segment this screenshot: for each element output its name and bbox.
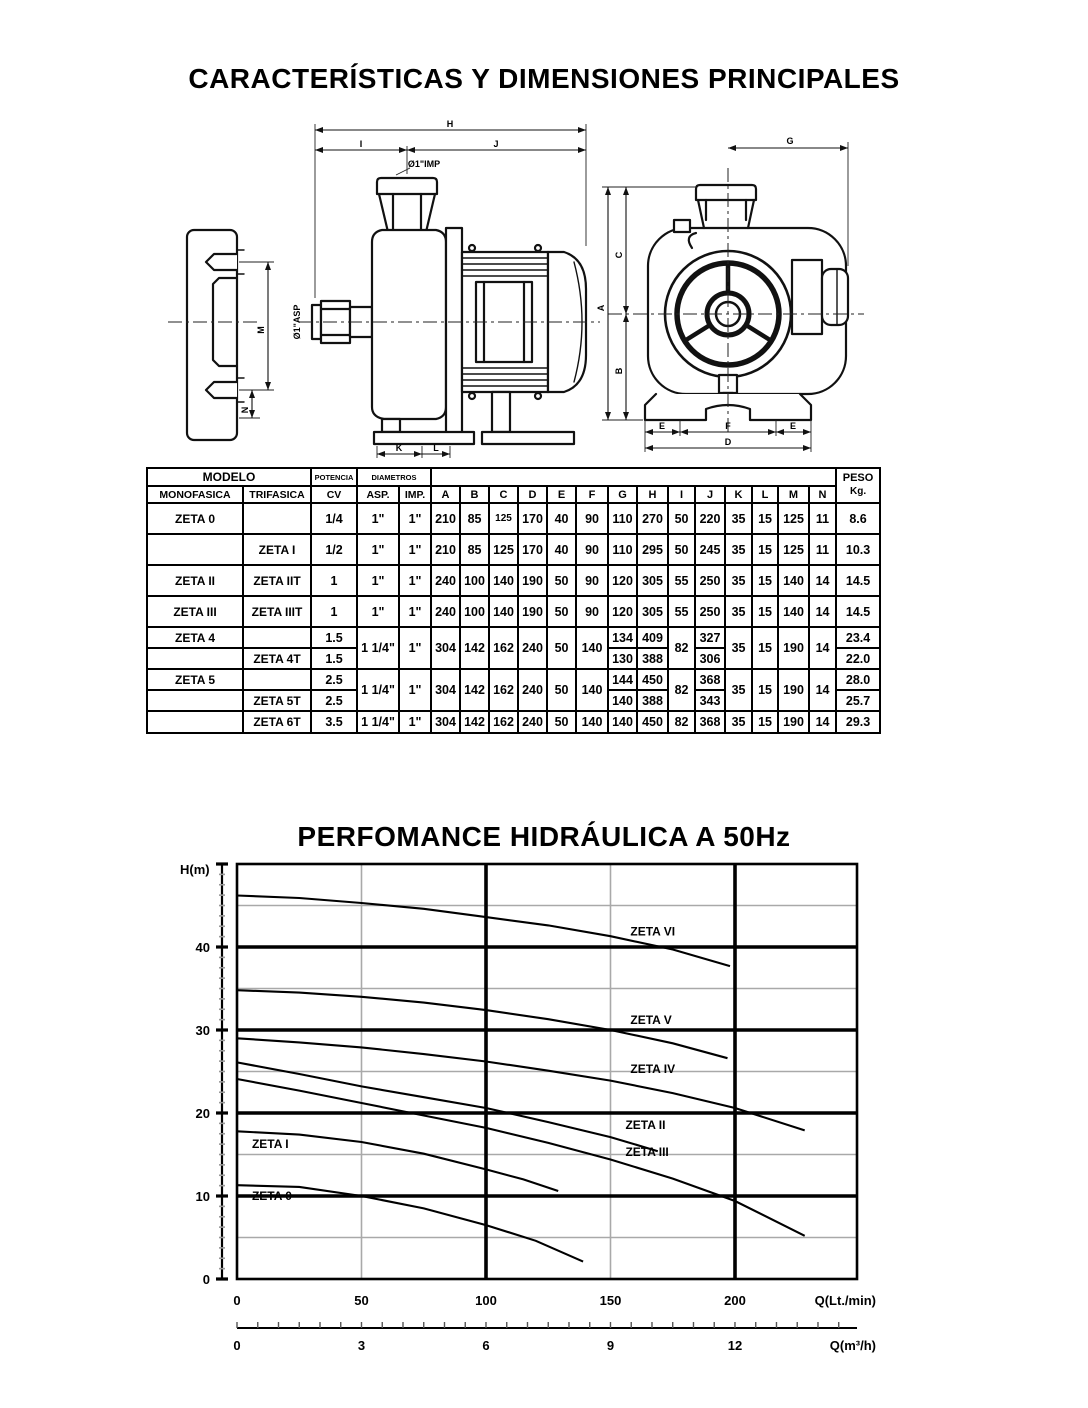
table-cell: 35 [725,669,752,711]
table-cell: 140 [778,596,809,627]
dim-label: G [786,136,794,146]
table-cell [147,690,243,711]
table-cell: 50 [547,596,576,627]
curve-label: ZETA I [251,1136,289,1151]
table-cell: M [778,486,809,503]
table-cell: 2.5 [311,669,357,690]
table-cell: 140 [576,669,608,711]
table-cell: 245 [695,534,725,565]
chart-title: PERFOMANCE HIDRÁULICA A 50Hz [297,821,791,853]
pump-front-view [645,185,848,420]
table-cell: 140 [608,690,637,711]
table-cell: 3.5 [311,711,357,733]
dim-label: F [725,421,731,431]
table-cell: 1.5 [311,648,357,669]
table-cell: 210 [431,503,460,534]
dim-label: I [359,139,363,149]
dim-label: C [614,251,624,259]
dim-label: N [240,406,250,414]
table-cell: 144 [608,669,637,690]
y-tick-label: 20 [195,1106,210,1121]
dim-label: Ø1"IMP [407,159,441,169]
dim-label: M [256,326,266,334]
table-cell: 25.7 [836,690,880,711]
table-cell: G [608,486,637,503]
dim-label: L [433,443,439,453]
table-cell [243,503,311,534]
table-cell: 343 [695,690,725,711]
table-cell: 140 [576,711,608,733]
table-cell: E [547,486,576,503]
table-cell: 250 [695,565,725,596]
table-cell: ASP. [357,486,399,503]
table-cell [431,468,836,486]
table-cell: 10.3 [836,534,880,565]
x2-axis-label: Q(m³/h) [829,1338,876,1353]
table-cell: 140 [608,711,637,733]
table-cell: 22.0 [836,648,880,669]
table-cell: 14 [809,711,836,733]
table-cell: 125 [778,534,809,565]
table-cell: 240 [518,711,547,733]
table-cell: F [576,486,608,503]
table-cell: 90 [576,534,608,565]
table-cell: 388 [637,690,668,711]
table-cell: 1" [357,596,399,627]
table-cell: 140 [489,596,518,627]
table-cell: 1 1/4" [357,711,399,733]
table-header [147,468,880,503]
table-cell: 190 [778,711,809,733]
table-cell: 82 [668,711,695,733]
dim-label: D [724,437,732,447]
table-cell: 388 [637,648,668,669]
table-cell: 100 [460,565,489,596]
table-cell: 15 [752,627,778,669]
table-cell: 368 [695,669,725,690]
table-cell: 409 [637,627,668,648]
table-cell: 35 [725,534,752,565]
table-cell: 1" [399,503,431,534]
table-cell: 305 [637,596,668,627]
dim-label: K [395,443,403,453]
pump-technical-drawing [140,102,950,462]
table-cell [243,669,311,690]
table-cell: 100 [460,596,489,627]
dim-label: B [614,367,624,375]
table-cell: ZETA 0 [147,503,243,534]
curve-label: ZETA VI [630,924,676,939]
curve-zeta-iii [237,1079,805,1236]
table-cell: ZETA II [147,565,243,596]
table-cell: 14.5 [836,565,880,596]
dim-label: E [789,421,797,431]
table-cell: 1 1/4" [357,627,399,669]
table-cell: 368 [695,711,725,733]
page-title: CARACTERÍSTICAS Y DIMENSIONES PRINCIPALES [188,62,900,94]
table-cell: 1 [311,565,357,596]
table-cell: 90 [576,596,608,627]
curve-zeta-ii [237,1062,658,1151]
x-tick-label: 150 [599,1293,622,1308]
table-cell: POTENCIA [311,468,357,486]
table-cell: 11 [809,534,836,565]
table-cell: 50 [547,627,576,669]
table-cell: 1" [399,711,431,733]
table-cell: A [431,486,460,503]
table-cell: 35 [725,596,752,627]
table-cell: B [460,486,489,503]
table-cell: 1.5 [311,627,357,648]
table-cell: 1" [399,534,431,565]
table-cell: 35 [725,711,752,733]
table-cell: IMP. [399,486,431,503]
table-cell: 450 [637,669,668,690]
table-cell: CV [311,486,357,503]
table-cell: 190 [518,596,547,627]
table-cell: 1/4 [311,503,357,534]
y-tick-label: 10 [195,1189,210,1204]
table-cell: 15 [752,534,778,565]
x-tick-label: 0 [233,1293,241,1308]
table-cell: 162 [489,627,518,669]
table-cell: 1" [399,596,431,627]
table-cell: MODELO [147,468,311,486]
table-cell: TRIFASICA [243,486,311,503]
table-cell: 120 [608,565,637,596]
table-cell: 220 [695,503,725,534]
table-cell: 55 [668,596,695,627]
table-cell: 1 [311,596,357,627]
curve-label: ZETA V [630,1013,672,1028]
table-cell: 120 [608,596,637,627]
x-axis-label: Q(Lt./min) [814,1293,876,1308]
table-cell: 1" [399,627,431,669]
curve-label: ZETA IV [630,1062,676,1077]
table-cell [243,627,311,648]
table-cell: 15 [752,669,778,711]
table-cell: PESO Kg. [836,468,880,503]
table-cell: 1" [357,534,399,565]
table-cell: J [695,486,725,503]
flange-dimensions [239,262,274,418]
table-cell: ZETA IIT [243,565,311,596]
table-cell: 190 [778,669,809,711]
y-tick-label: 30 [195,1023,210,1038]
table-cell: 142 [460,711,489,733]
table-cell: D [518,486,547,503]
table-cell: N [809,486,836,503]
table-cell: 162 [489,711,518,733]
x2-tick-label: 0 [233,1338,241,1353]
table-cell: 15 [752,711,778,733]
table-cell: 327 [695,627,725,648]
table-cell: 1" [399,669,431,711]
table-cell: 305 [637,565,668,596]
dim-label: E [658,421,666,431]
table-cell: 40 [547,503,576,534]
table-cell: 110 [608,503,637,534]
table-cell: 170 [518,534,547,565]
table-cell: 14 [809,596,836,627]
table-cell: 14.5 [836,596,880,627]
table-cell: 134 [608,627,637,648]
table-cell: 125 [778,503,809,534]
table-cell: 23.4 [836,627,880,648]
table-cell: 170 [518,503,547,534]
dim-label: Ø1"ASP [292,304,302,340]
table-cell: 125 [489,503,518,534]
table-cell: 40 [547,534,576,565]
dim-label: A [596,304,606,312]
table-cell: MONOFASICA [147,486,243,503]
table-cell: 82 [668,627,695,669]
table-cell [147,648,243,669]
table-cell: 50 [547,711,576,733]
table-cell [147,711,243,733]
table-cell: 28.0 [836,669,880,690]
table-cell: 304 [431,669,460,711]
table-cell: 250 [695,596,725,627]
table-cell: ZETA 5T [243,690,311,711]
table-cell: 14 [809,565,836,596]
table-cell: 142 [460,627,489,669]
table-cell: ZETA I [243,534,311,565]
x-tick-label: 100 [475,1293,497,1308]
table-cell: 295 [637,534,668,565]
table-cell: 240 [518,669,547,711]
dimensions-table [146,467,881,734]
table-cell: 1" [399,565,431,596]
table-cell: K [725,486,752,503]
table-cell: ZETA 5 [147,669,243,690]
table-cell: 29.3 [836,711,880,733]
dim-label: H [446,119,454,129]
table-cell: 240 [518,627,547,669]
table-cell: ZETA 6T [243,711,311,733]
x2-tick-label: 9 [606,1338,615,1353]
table-cell: ZETA 4T [243,648,311,669]
pump-side-view [312,178,586,444]
table-cell: 1" [357,565,399,596]
x-tick-label: 200 [724,1293,746,1308]
table-cell: 125 [489,534,518,565]
table-cell: L [752,486,778,503]
table-cell: 82 [668,669,695,711]
table-cell: 8.6 [836,503,880,534]
table-cell: 14 [809,627,836,669]
x2-tick-label: 3 [357,1338,366,1353]
x2-tick-label: 6 [482,1338,490,1353]
curve-label: ZETA III [625,1145,669,1160]
table-cell: 304 [431,627,460,669]
table-cell: 90 [576,503,608,534]
table-cell: 210 [431,534,460,565]
table-cell: 35 [725,565,752,596]
table-cell: I [668,486,695,503]
table-cell: H [637,486,668,503]
table-cell: 142 [460,669,489,711]
table-cell: 15 [752,596,778,627]
table-cell: 140 [489,565,518,596]
table-cell [147,534,243,565]
x-tick-label: 50 [354,1293,369,1308]
table-cell: 140 [778,565,809,596]
table-cell: 190 [778,627,809,669]
table-cell: 1" [357,503,399,534]
table-cell: 85 [460,503,489,534]
x2-tick-label: 12 [727,1338,743,1353]
performance-chart [170,850,910,1370]
dim-label: J [493,139,499,149]
table-cell: 50 [547,565,576,596]
table-cell: 240 [431,596,460,627]
table-cell: 190 [518,565,547,596]
y-axis-label: H(m) [180,862,210,877]
table-cell: 2.5 [311,690,357,711]
table-cell: 50 [547,669,576,711]
curve-label: ZETA 0 [251,1189,292,1204]
table-cell: C [489,486,518,503]
table-cell: 14 [809,669,836,711]
table-cell: ZETA 4 [147,627,243,648]
table-cell: 85 [460,534,489,565]
curve-label: ZETA II [625,1117,666,1132]
flange-side-view [187,230,244,440]
table-cell: 1/2 [311,534,357,565]
y-tick-label: 40 [195,940,210,955]
table-cell: ZETA IIIT [243,596,311,627]
table-body [147,503,880,733]
table-cell: 110 [608,534,637,565]
table-cell: 270 [637,503,668,534]
table-cell: 306 [695,648,725,669]
table-cell: 15 [752,503,778,534]
table-cell: 90 [576,565,608,596]
table-cell: 130 [608,648,637,669]
table-cell: 304 [431,711,460,733]
table-cell: 50 [668,534,695,565]
table-cell: ZETA III [147,596,243,627]
table-cell: 35 [725,627,752,669]
table-cell: DIAMETROS [357,468,431,486]
table-cell: 50 [668,503,695,534]
table-cell: 11 [809,503,836,534]
table-cell: 15 [752,565,778,596]
y-tick-label: 0 [202,1272,210,1287]
table-cell: 35 [725,503,752,534]
table-cell: 140 [576,627,608,669]
table-cell: 162 [489,669,518,711]
table-cell: 240 [431,565,460,596]
table-cell: 450 [637,711,668,733]
table-cell: 1 1/4" [357,669,399,711]
table-cell: 55 [668,565,695,596]
